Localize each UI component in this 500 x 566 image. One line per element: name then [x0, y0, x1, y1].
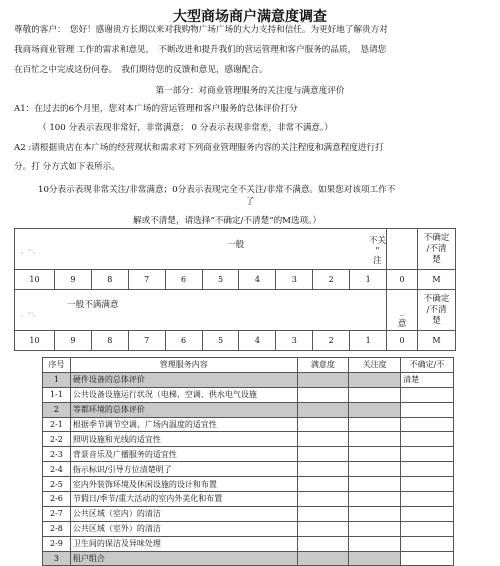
score-cell[interactable]: 4	[239, 270, 276, 290]
service-items-body	[43, 372, 454, 566]
score-cell[interactable]: 6	[165, 331, 202, 351]
row-content: 指示标识/引导方位清楚明了	[70, 462, 297, 477]
score-cell[interactable]: 7	[128, 270, 165, 290]
satisfaction-input-cell[interactable]	[297, 492, 349, 507]
satisfaction-input-cell[interactable]	[297, 521, 349, 536]
score-cell-unsure[interactable]: M	[418, 331, 456, 351]
attention-input-cell[interactable]	[349, 387, 401, 402]
row-index: 2-7	[43, 506, 71, 521]
satisfaction-input-cell[interactable]	[297, 387, 349, 402]
row-index: 2-6	[43, 492, 71, 507]
unsure-line-1: 不确定	[423, 293, 450, 304]
row-index: 2-3	[43, 447, 71, 462]
attention-input-cell[interactable]	[349, 492, 401, 507]
scale-faint-mark: „ ''''„	[21, 250, 36, 255]
attention-score-row	[15, 270, 456, 290]
score-cell[interactable]: 3	[276, 270, 313, 290]
score-cell[interactable]: 0	[387, 331, 418, 351]
row-index: 2-2	[43, 432, 71, 447]
row-content: 公共区域（室外）的清洁	[70, 521, 297, 536]
satisfaction-input-cell[interactable]	[297, 417, 349, 432]
table-row	[43, 551, 454, 566]
scale-faint-mark: „ ''''„	[21, 313, 36, 318]
attention-input-cell[interactable]	[349, 521, 401, 536]
scale-label-satisfied-cell	[387, 290, 418, 331]
unsure-cell[interactable]	[401, 477, 454, 492]
row-content: 硬件设备的总体评价	[70, 372, 297, 387]
header-attention: 关注度	[349, 358, 401, 373]
row-index: 2-4	[43, 462, 71, 477]
attention-input-cell[interactable]	[349, 402, 401, 417]
row-content: 租户组合	[70, 551, 297, 566]
attention-scale-label-cell	[15, 229, 387, 270]
attention-input-cell[interactable]	[349, 372, 401, 387]
score-cell[interactable]: 1	[350, 331, 387, 351]
scale-explanation-line-1: 10分表示表现非常关注/非常满意；0分表示表现完全不关注/非常不满意。如果您对该项工作不	[38, 185, 396, 195]
scale-label-neutral: 一般	[227, 240, 245, 250]
unsure-cell[interactable]	[401, 551, 454, 566]
scale-label-neutral-dissatisfied: 一般不满满意	[67, 300, 119, 310]
satisfaction-scale-label-cell	[15, 290, 387, 331]
row-index: 2-8	[43, 521, 71, 536]
satisfaction-input-cell[interactable]	[297, 432, 349, 447]
attention-input-cell[interactable]	[349, 417, 401, 432]
intro-line-2: 我商场商业管理 工作的需求和意见， 不断改进和提升我们的营运管理和客户服务的品质， 恳请您	[14, 45, 387, 55]
score-cell[interactable]: 7	[128, 331, 165, 351]
row-content: 等都环境的总体评价	[70, 402, 297, 417]
score-cell[interactable]: 6	[165, 270, 202, 290]
intro-line-1: 尊敬的客户： 您好！感谢贵方长期以来对我购物广场广场的大力支持和信任。为更好地了解贵方对	[14, 25, 388, 35]
unsure-cell[interactable]	[401, 536, 454, 551]
header-satisfaction: 满意度	[297, 358, 349, 373]
scale-label-not-concerned	[369, 236, 386, 266]
unsure-cell[interactable]	[401, 521, 454, 536]
unsure-line-1: 不确定	[423, 232, 450, 243]
attention-input-cell[interactable]	[349, 506, 401, 521]
row-content: 卫生间的保洁及异味处理	[70, 536, 297, 551]
table-header-row	[43, 358, 454, 373]
row-index: 1	[43, 372, 71, 387]
row-content: 照明设施和光线的适宜性	[70, 432, 297, 447]
table-row	[43, 536, 454, 551]
satisfied-line-2: 意	[397, 319, 407, 329]
unsure-line-2: /不清	[426, 304, 447, 315]
table-row	[43, 521, 454, 536]
attention-input-cell[interactable]	[349, 462, 401, 477]
score-cell[interactable]: 5	[202, 331, 239, 351]
row-content: 根据季节调节空调、广场内温度的适宜性	[70, 417, 297, 432]
row-index: 2-1	[43, 417, 71, 432]
satisfaction-input-cell[interactable]	[297, 402, 349, 417]
satisfaction-input-cell[interactable]	[297, 372, 349, 387]
score-cell[interactable]: 3	[276, 331, 313, 351]
score-cell[interactable]: 8	[91, 331, 128, 351]
score-cell[interactable]: 1	[350, 270, 387, 290]
score-cell[interactable]: 10	[15, 270, 55, 290]
table-row	[43, 372, 454, 387]
row-index: 2	[43, 402, 71, 417]
score-cell[interactable]: 4	[239, 331, 276, 351]
unsure-line-3: 楚	[432, 254, 441, 265]
row-index: 2-9	[43, 536, 71, 551]
table-row	[43, 387, 454, 402]
question-a1: A1：在过去的6个月里，您对本广场的营运管理和客户服务的总体评价打分	[14, 104, 298, 114]
satisfaction-scale-table	[14, 289, 456, 351]
row-index: 3	[43, 551, 71, 566]
unsure-cell[interactable]	[401, 432, 454, 447]
header-index: 序号	[43, 358, 71, 373]
scale-explanation-line-3: 解或不清楚，请选择“不确定/不清楚”的M选项。）	[133, 216, 322, 226]
not-concerned-line-1: 不关	[368, 236, 387, 246]
service-items-table	[42, 357, 454, 566]
row-content: 公共区域（室内）的清洁	[70, 506, 297, 521]
attention-input-cell[interactable]	[349, 536, 401, 551]
table-row	[43, 432, 454, 447]
row-index: 2-5	[43, 477, 71, 492]
scale-explanation-line-2: 了	[245, 197, 255, 207]
row-content: 节假日/季节/重大活动的室内外美化和布置	[70, 492, 297, 507]
score-cell[interactable]: 2	[313, 331, 350, 351]
not-concerned-line-3: 注	[373, 256, 382, 266]
a1-scale-note: （ 100 分表示表现非常好，非常满意； 0 分表示表现非常差，非常不满意。）	[38, 123, 333, 133]
attention-input-cell[interactable]	[349, 551, 401, 566]
score-cell[interactable]: 10	[15, 331, 55, 351]
table-row	[43, 506, 454, 521]
table-row	[43, 462, 454, 477]
unsure-line-3: 楚	[432, 315, 441, 326]
satisfaction-input-cell[interactable]	[297, 462, 349, 477]
score-cell[interactable]: 5	[202, 270, 239, 290]
intro-line-3: 在百忙之中完成这份问卷。 我们期待您的反馈和意见，感谢配合。	[14, 65, 268, 75]
table-row	[43, 447, 454, 462]
satisfaction-input-cell[interactable]	[297, 536, 349, 551]
row-index: 1-1	[43, 387, 71, 402]
page-title: 大型商场商户满意度调查	[173, 9, 327, 25]
score-cell[interactable]: 9	[54, 270, 91, 290]
unsure-cell[interactable]	[401, 417, 454, 432]
empty-cell	[387, 229, 418, 270]
unsure-cell[interactable]	[401, 447, 454, 462]
unsure-cell[interactable]	[401, 462, 454, 477]
score-cell[interactable]: 8	[91, 270, 128, 290]
score-cell[interactable]: 9	[54, 331, 91, 351]
satisfaction-input-cell[interactable]	[297, 551, 349, 566]
unsure-cell[interactable]: 清楚	[401, 372, 454, 387]
unsure-cell[interactable]	[401, 387, 454, 402]
question-a2-line-2: 分。打 分方式如下表所示。	[14, 162, 120, 172]
satisfaction-input-cell[interactable]	[297, 447, 349, 462]
score-cell[interactable]: 2	[313, 270, 350, 290]
unsure-cell[interactable]	[401, 402, 454, 417]
score-cell[interactable]: 0	[387, 270, 418, 290]
row-content: 背景音乐及广播服务的适宜性	[70, 447, 297, 462]
satisfaction-input-cell[interactable]	[297, 506, 349, 521]
attention-scale-table	[14, 228, 456, 290]
question-a2-line-1: A2 :请根据贵店在本广场的经营现状和需求对下列商业管理服务内容的关注程度和满意程度进行打	[14, 143, 384, 153]
score-cell-unsure[interactable]: M	[417, 270, 455, 290]
table-row	[43, 477, 454, 492]
part1-heading: 第一部分：对商业管理服务的关注度与满意度评价	[155, 86, 345, 96]
satisfied-line-1: _	[399, 307, 405, 317]
header-content: 管理服务内容	[70, 358, 297, 373]
unsure-line-2: /不清	[426, 243, 447, 254]
attention-input-cell[interactable]	[349, 432, 401, 447]
not-concerned-line-2: "	[375, 246, 380, 256]
unsure-cell[interactable]	[401, 492, 454, 507]
unsure-cell[interactable]	[401, 506, 454, 521]
unsure-label-cell	[417, 229, 455, 270]
table-row	[43, 417, 454, 432]
satisfaction-input-cell[interactable]	[297, 477, 349, 492]
header-unsure: 不确定/不	[401, 358, 454, 373]
table-row	[43, 492, 454, 507]
satisfaction-score-row	[15, 331, 456, 351]
attention-input-cell[interactable]	[349, 447, 401, 462]
row-content: 公共设备设施运行状况（电梯、空调、供水电气设施	[70, 387, 297, 402]
row-content: 室内外装饰环境及休闲设施的设计和布置	[70, 477, 297, 492]
table-row	[43, 402, 454, 417]
unsure-label-cell	[418, 290, 456, 331]
attention-input-cell[interactable]	[349, 477, 401, 492]
